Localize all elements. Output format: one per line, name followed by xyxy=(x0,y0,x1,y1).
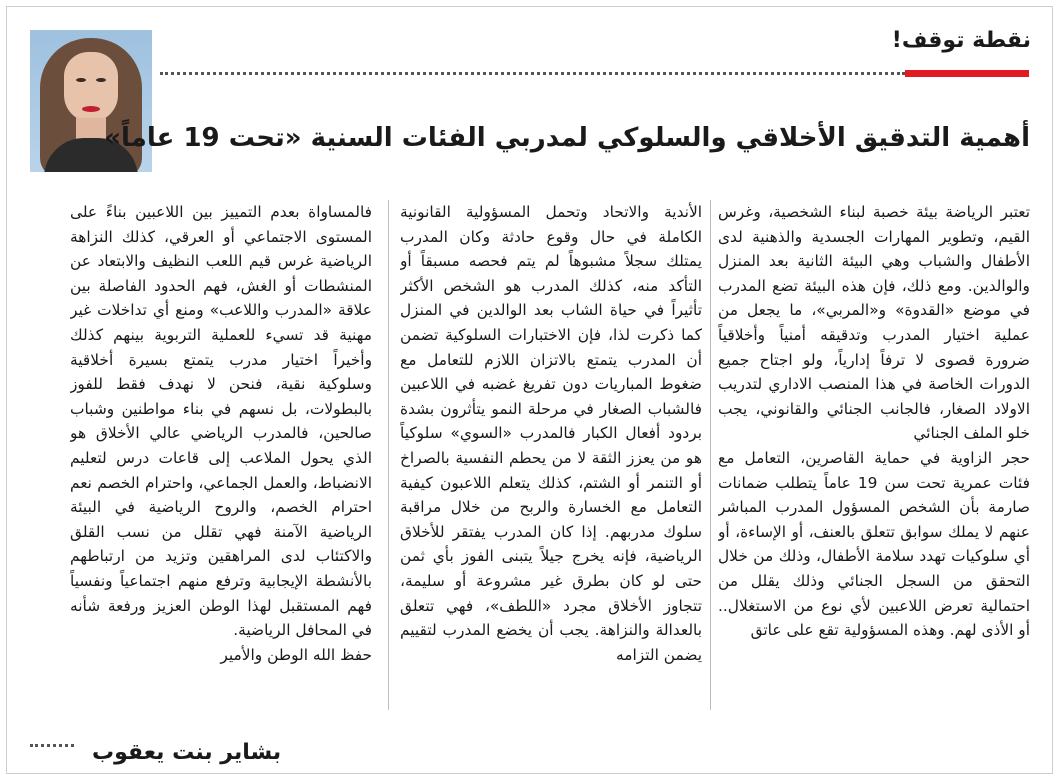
article-column-2 xyxy=(400,200,702,715)
column-rule xyxy=(710,200,711,710)
column-rule xyxy=(388,200,389,710)
paragraph: فالمساواة بعدم التمييز بين اللاعبين بناءً على المستوى الاجتماعي أو العرقي، كذلك النزاهة الرياضية غرس قيم اللعب النظيف والابتعاد عن المنشطات أو الغش، فهم الحدود الفاصلة بين علاقة «المدرب واللاعب» ومنع أي تداخلات غير مهنية قد تسيء للعملية التربوية بينهم كذلك وأخيراً اختيار مدرب يتمتع بسيرة أخلاقية وسلوكية نقية، فنحن لا نهدف فقط للفوز بالبطولات، بل نسهم في بناء مواطنين وشباب صالحين، فالمدرب الرياضي عالي الأخلاق هو الذي يحول الملاعب إلى قاعات درس لتعليم الانضباط، والعمل الجماعي، واحترام الخصم نعم احترام الخصم، والروح الرياضية في البيئة الرياضية الآمنة فهي تقلل من نسب القلق والاكتئاب لدى المراهقين وتزيد من ارتباطهم بالأنشطة الإيجابية وترفع منهم اجتماعياً ونفسياً فهم المستقبل لهذا الوطن العزيز ورفعة شأنه في المحافل الرياضية. xyxy=(70,203,372,640)
column-name: نقطة توقف! xyxy=(891,28,1031,53)
paragraph: الأندية والاتحاد وتحمل المسؤولية القانونية الكاملة في حال وقوع حادثة وكان المدرب يمتلك سجلاً مشبوهاً لم يتم فحصه مسبقاً أو التأكد منه، كذلك المدرب هو الشخص الأكثر تأثيراً في حياة الشاب بعد الوالدين في المنزل كما ذكرت لذا، فإن الاختبارات السلوكية تضمن أن المدرب يتمتع بالاتزان اللازم للتعامل مع ضغوط المباريات دون تفريغ غضبه في اللاعبين فالشباب الصغار في مرحلة النمو يتأثرون بشدة بردود أفعال الكبار فالمدرب «السوي» سلوكياً هو من يعزز الثقة لا من يحطم النفسية بالصراخ أو التنمر أو الشتم، كذلك يتعلم اللاعبون كيفية التعامل مع الخسارة والربح من خلال مراقبة سلوك مدربهم. إذا كان المدرب يفتقر للأخلاق الرياضية، فإنه يخرج جيلاً يتبنى الفوز بأي ثمن حتى لو كان بطرق غير مشروعة أو سليمة، تتجاوز الأخلاق مجرد «اللطف»، فهي تتعلق بالعدالة والنزاهة. يجب أن يخضع المدرب لتقييم يضمن التزامه xyxy=(400,203,702,664)
article-column-1 xyxy=(718,200,1030,715)
author-name: بشاير بنت يعقوب xyxy=(92,740,282,765)
article-headline: أهمية التدقيق الأخلاقي والسلوكي لمدربي الفئات السنية «تحت 19 عاماً» xyxy=(104,123,1030,153)
sign-off: حفظ الله الوطن والأمير xyxy=(220,645,372,664)
accent-bar xyxy=(905,70,1029,77)
dotted-divider-bottom xyxy=(30,744,74,747)
paragraph: حجر الزاوية في حماية القاصرين، التعامل مع فئات عمرية تحت سن 19 عاماً يتطلب ضمانات صارمة بأن الشخص المسؤول المدرب المباشر عنهم لا يملك سوابق تتعلق بالعنف، أو الإساءة، أو أي سلوكيات تهدد سلامة الأطفال، وذلك من خلال التحقق من السجل الجنائي وذلك يقلل من احتمالية تعرض اللاعبين لأي نوع من الاستغلال.. أو الأذى لهم. وهذه المسؤولية تقع على عاتق xyxy=(718,448,1030,640)
paragraph: تعتبر الرياضة بيئة خصبة لبناء الشخصية، وغرس القيم، وتطوير المهارات الجسدية والذهنية لدى الأطفال والشباب وهي البيئة الثانية بعد المنزل والوالدين. ومع ذلك، فإن هذه البيئة تضع المدرب في موضع «القدوة» و«المربي»، ما يجعل من عملية اختيار المدرب وتدقيقه أمنياً وأخلاقياً ضرورة قصوى لا ترفاً إدارياً، ولو اجتاح جميع الدورات الخاصة في هذا المنصب الاداري لتدريب الاولاد الصغار، فالجانب الجنائي والقانوني، يجب خلو الملف الجنائي xyxy=(718,203,1030,443)
article-column-3 xyxy=(70,200,372,715)
dotted-divider xyxy=(160,72,905,75)
